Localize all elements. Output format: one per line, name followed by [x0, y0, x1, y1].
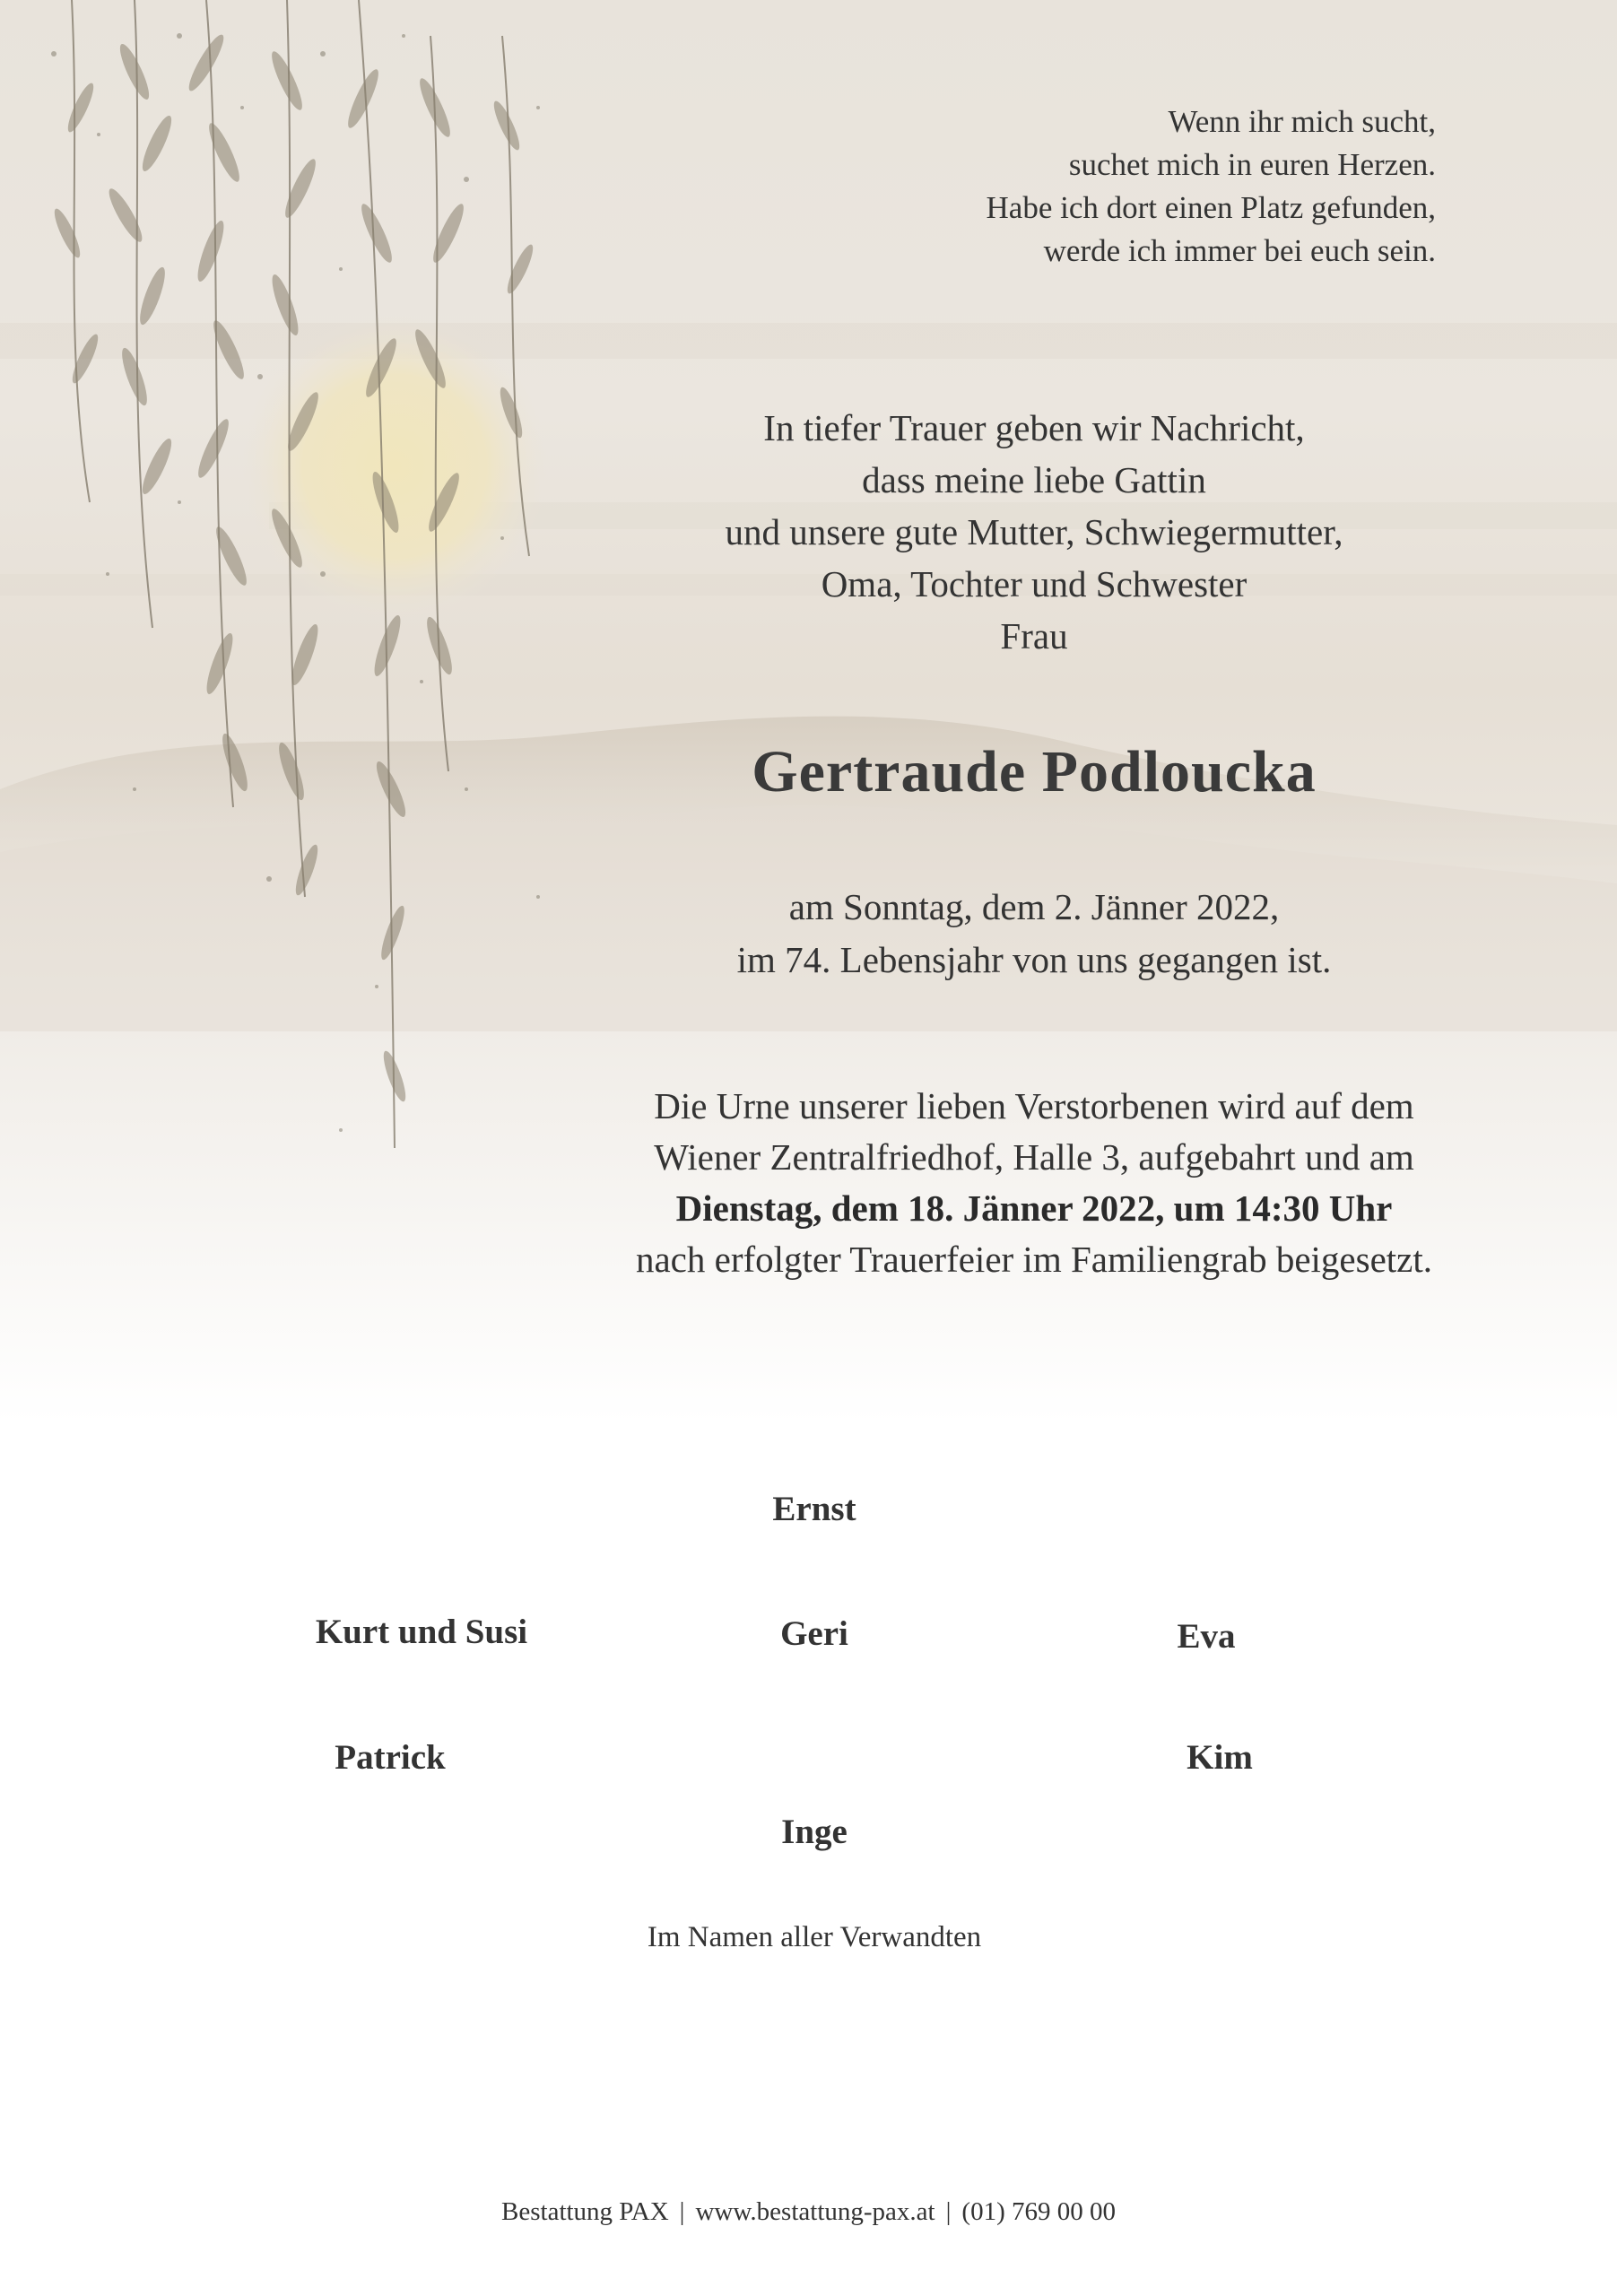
mourner-geri: Geri: [780, 1614, 848, 1653]
intro-line: Frau: [1000, 615, 1068, 657]
mourner-kurt-susi: Kurt und Susi: [315, 1613, 528, 1651]
mourner-inge: Inge: [781, 1813, 848, 1851]
announcement-intro: [586, 402, 1482, 662]
footer-separator: |: [945, 2197, 952, 2226]
deceased-name: Gertraude Podloucka: [752, 739, 1317, 804]
footer-company: Bestattung PAX: [501, 2197, 669, 2226]
intro-line: In tiefer Trauer geben wir Nachricht,: [763, 407, 1305, 448]
burial-line: Wiener Zentralfriedhof, Halle 3, aufgebahrt und am: [654, 1136, 1414, 1178]
mourner-eva: Eva: [1177, 1617, 1236, 1656]
mourner-kim: Kim: [1187, 1738, 1253, 1777]
burial-date-time: Dienstag, dem 18. Jänner 2022, um 14:30 Uhr: [675, 1187, 1393, 1229]
intro-line: Oma, Tochter und Schwester: [821, 563, 1248, 604]
poem-line: Wenn ihr mich sucht,: [1168, 104, 1436, 139]
intro-line: dass meine liebe Gattin: [862, 459, 1206, 500]
footer: [0, 2197, 1617, 2227]
poem-line: werde ich immer bei euch sein.: [1043, 233, 1436, 268]
poem-line: suchet mich in euren Herzen.: [1068, 147, 1436, 182]
death-line: im 74. Lebensjahr von uns gegangen ist.: [736, 939, 1332, 980]
death-line: am Sonntag, dem 2. Jänner 2022,: [788, 886, 1280, 927]
burial-line: nach erfolgter Trauerfeier im Familiengrab beigesetzt.: [635, 1239, 1432, 1280]
intro-line: und unsere gute Mutter, Schwiegermutter,: [725, 511, 1343, 552]
burial-line: Die Urne unserer lieben Verstorbenen wird auf dem: [654, 1085, 1414, 1126]
footer-separator: |: [679, 2197, 685, 2226]
mourner-patrick: Patrick: [335, 1738, 446, 1777]
poem-line: Habe ich dort einen Platz gefunden,: [986, 190, 1436, 225]
closing-line: Im Namen aller Verwandten: [647, 1921, 982, 1953]
death-info: [586, 881, 1482, 987]
footer-phone: (01) 769 00 00: [961, 2197, 1116, 2226]
footer-website: www.bestattung-pax.at: [695, 2197, 935, 2226]
poem: [987, 100, 1436, 273]
burial-info: [496, 1081, 1572, 1285]
mourner-ernst: Ernst: [772, 1490, 856, 1528]
